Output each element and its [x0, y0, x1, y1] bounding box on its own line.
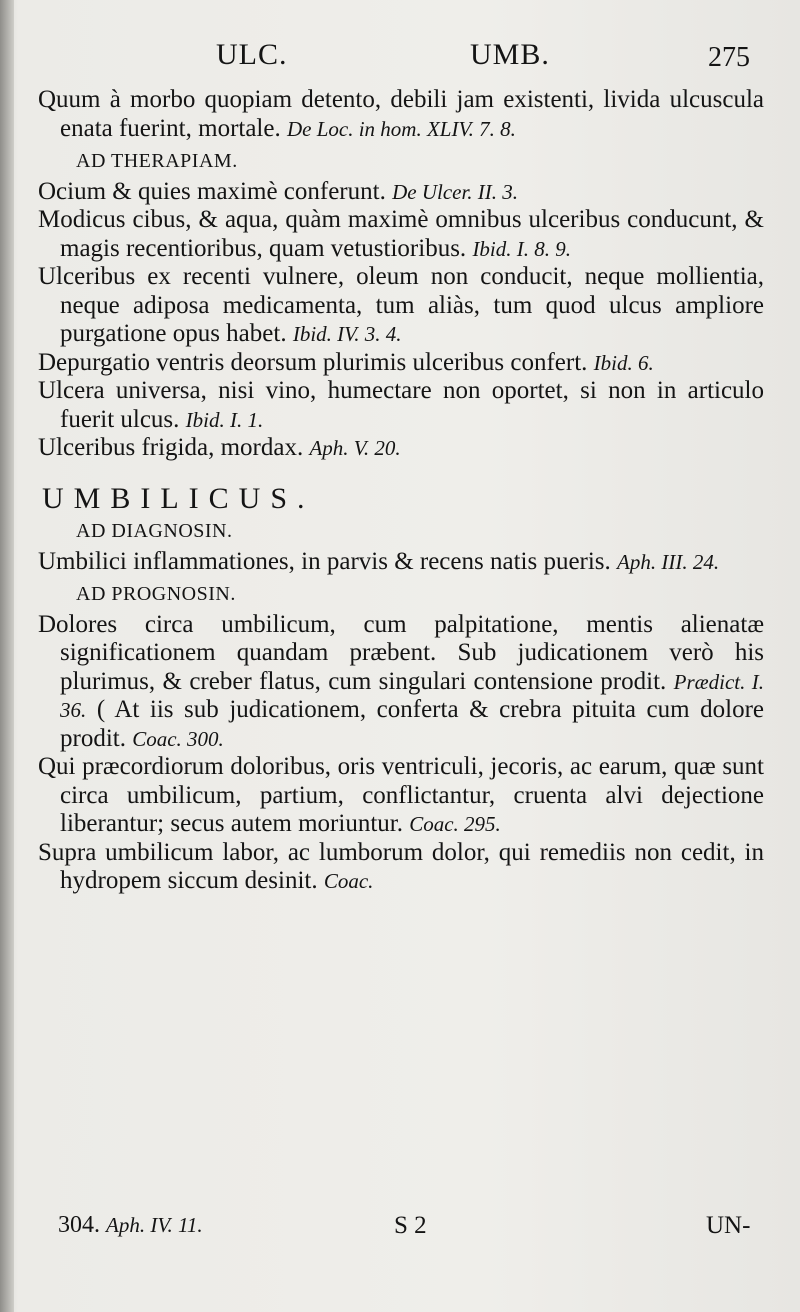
- text-entry: [38, 86, 764, 143]
- text-entry: [38, 263, 764, 349]
- entry-reference: Ibid. I. 1.: [185, 407, 264, 432]
- entry-text: Depurgatio ventris deorsum plurimis ulceribus confert.: [38, 348, 588, 376]
- signature-mark: S 2: [394, 1212, 427, 1239]
- text-entry: [38, 434, 764, 463]
- entry-reference: Ibid. 6.: [593, 350, 654, 375]
- entry-text: Supra umbilicum labor, ac lumborum dolor, qui remediis non cedit, in hydropem siccum desinit.: [38, 838, 764, 894]
- text-entry: [38, 178, 764, 207]
- running-header: [0, 38, 800, 82]
- entry-text: Ulcera universa, nisi vino, humectare non oportet, si non in articulo fuerit ulcus.: [38, 377, 764, 433]
- text-entry: [38, 206, 764, 263]
- entry-text: Dolores circa umbilicum, cum palpitatione, mentis alienatæ significationem quandam præbent. Sub judicationem verò his plurimus, & creber flatus, cum singulari contensione prodit.: [38, 610, 764, 695]
- entry-text: Quum à morbo quopiam detento, debili jam existenti, livida ulcuscula enata fuerint, mortale.: [38, 86, 764, 142]
- page-footer: [0, 1212, 800, 1252]
- entry-text: Modicus cibus, & aqua, quàm maximè omnibus ulceribus conducunt, & magis recentioribus, quam vetustioribus.: [38, 206, 764, 262]
- page-body: [38, 86, 764, 896]
- entry-text: Ulceribus frigida, mordax.: [38, 434, 304, 461]
- header-center: UMB.: [470, 38, 550, 71]
- text-entry: [38, 753, 764, 839]
- entry-text: Qui præcordiorum doloribus, oris ventriculi, jecoris, ac earum, quæ sunt circa umbilicum, partium, conflictantur, cruenta alvi dejectione liberantur; secus autem moriuntur.: [38, 753, 764, 837]
- entry-text: Ulceribus ex recenti vulnere, oleum non conducit, neque mollientia, neque adiposa medicamenta, tum aliàs, tum quod ulcus ampliore purgatione opus habet.: [38, 263, 764, 347]
- page-number: 275: [708, 42, 750, 73]
- subheading-diagnosin: AD DIAGNOSIN.: [76, 520, 233, 542]
- catchword: UN-: [706, 1212, 751, 1239]
- subheading-therapiam: AD THERAPIAM.: [76, 150, 238, 172]
- entry-reference: Ibid. I. 8. 9.: [472, 236, 572, 261]
- entry-text: Umbilici inflammationes, in parvis & recens natis pueris.: [38, 547, 611, 575]
- entry-text: Ocium & quies maximè conferunt.: [38, 177, 386, 205]
- subheading-prognosin: AD PROGNOSIN.: [76, 583, 236, 605]
- header-left: ULC.: [216, 38, 288, 71]
- entry-reference: De Ulcer. II. 3.: [392, 179, 519, 204]
- continuation-text: 304.: [58, 1212, 100, 1238]
- text-entry: [38, 611, 764, 754]
- entry-reference: Coac. 295.: [409, 812, 501, 836]
- text-entry: [38, 839, 764, 896]
- footer-continuation: [58, 1212, 203, 1239]
- entry-reference: Coac. 300.: [132, 726, 224, 751]
- text-entry: [38, 349, 764, 378]
- page-gutter: [0, 0, 14, 1312]
- entry-reference: De Loc. in hom. XLIV. 7. 8.: [286, 116, 516, 141]
- entry-reference: Prædict. I. 36.: [60, 669, 764, 722]
- entry-text-continued: ( At iis sub judicationem, conferta & crebra pituita cum dolore prodit.: [60, 696, 765, 752]
- entry-reference: Aph. III. 24.: [617, 549, 720, 574]
- entry-reference: Ibid. IV. 3. 4.: [292, 322, 402, 346]
- entry-reference: Aph. V. 20.: [309, 436, 401, 460]
- text-entry: [38, 548, 764, 577]
- continuation-reference: Aph. IV. 11.: [106, 1213, 203, 1237]
- entry-reference: Coac.: [323, 869, 374, 893]
- section-title: UMBILICUS.: [42, 481, 315, 515]
- text-entry: [38, 377, 764, 434]
